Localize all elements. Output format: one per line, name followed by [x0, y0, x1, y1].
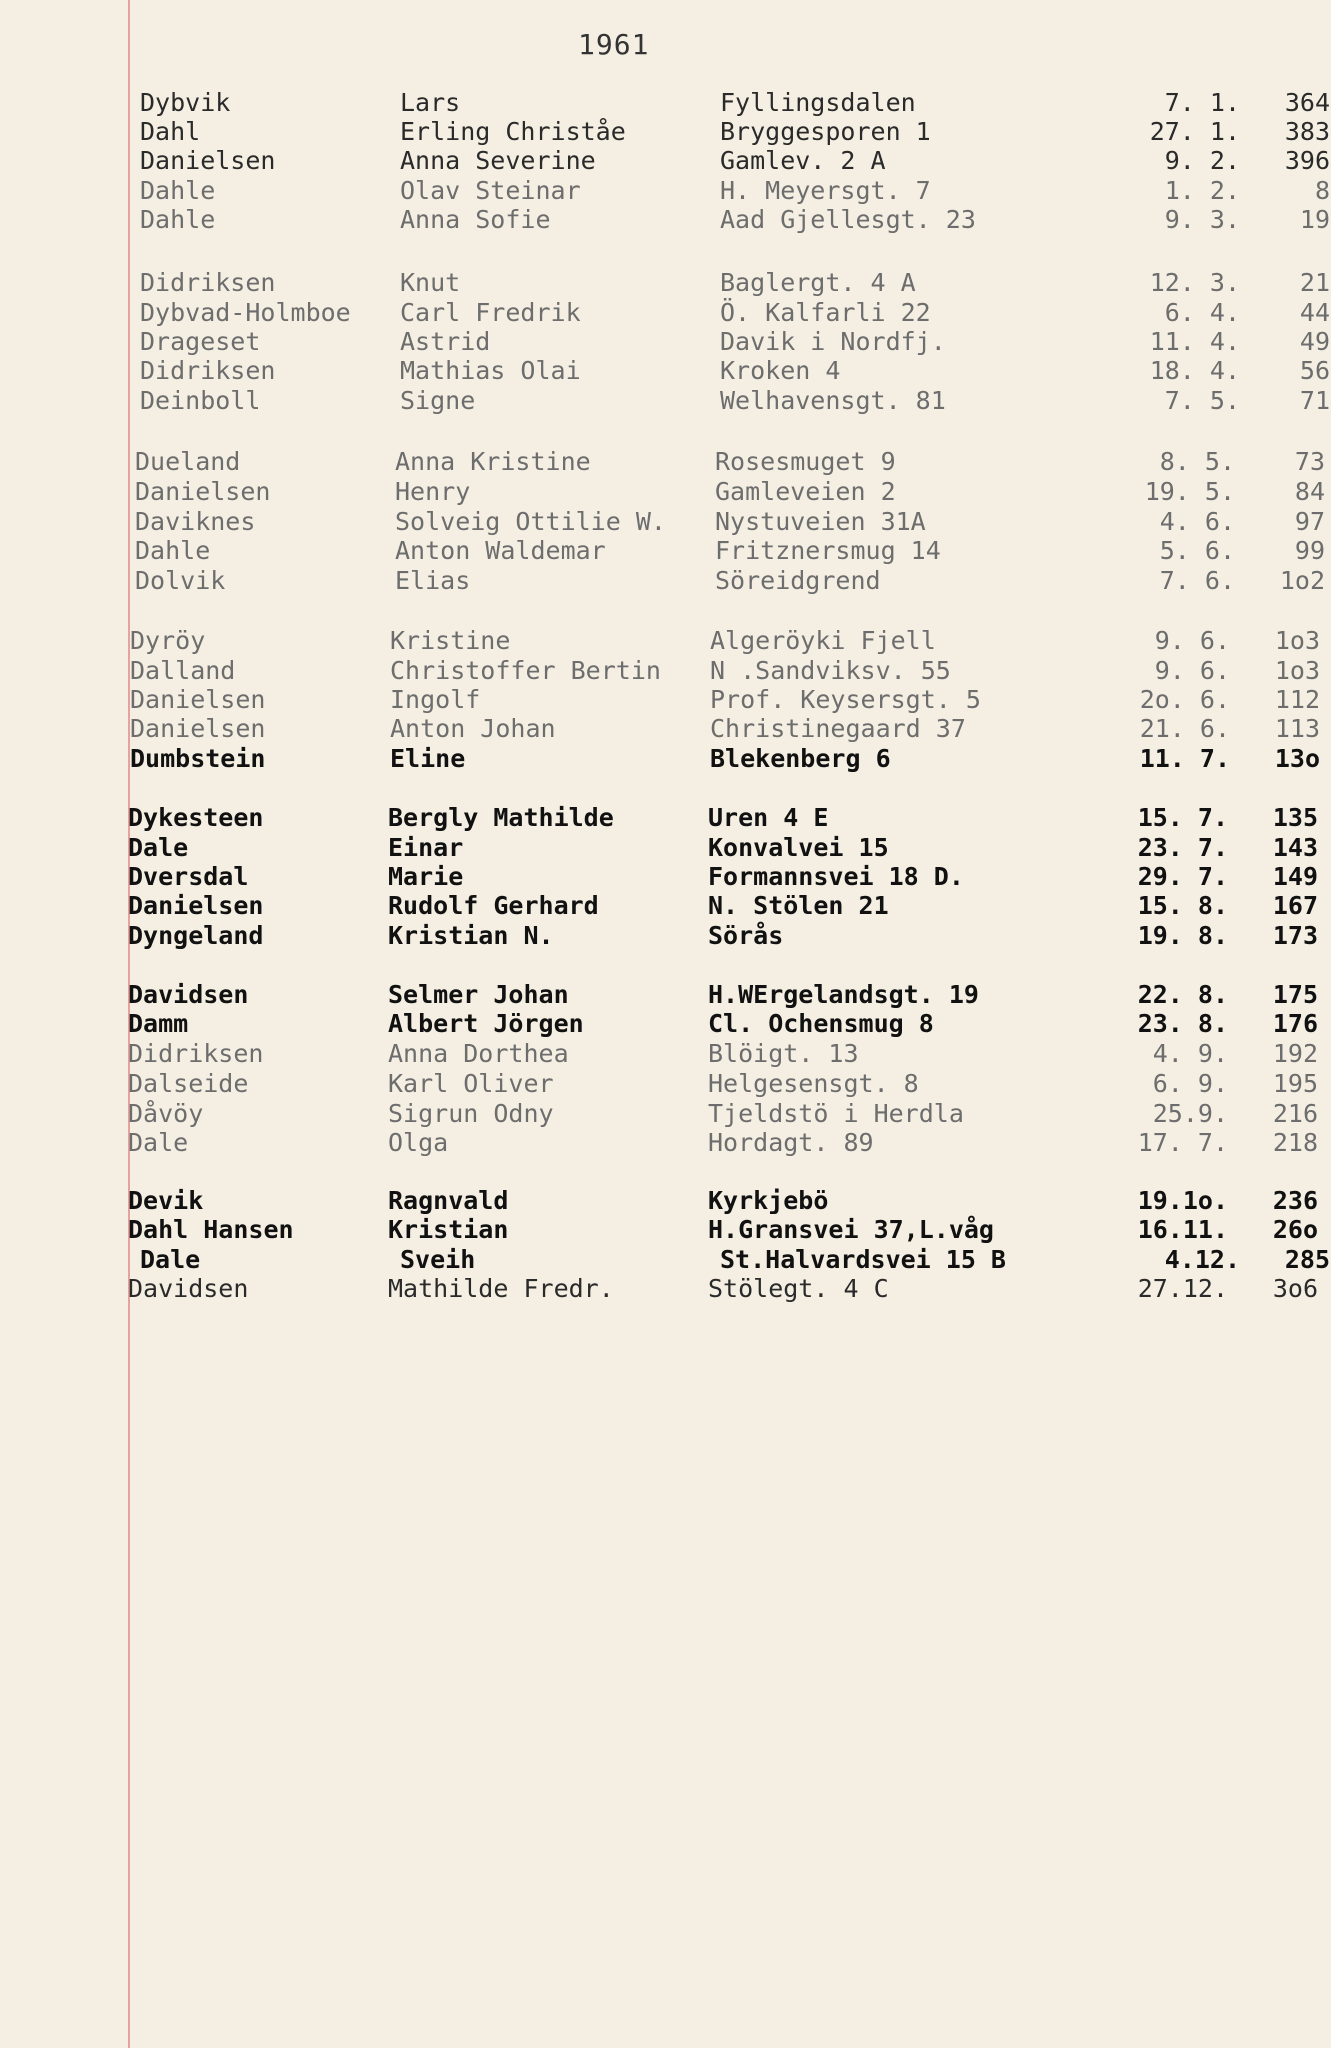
entry-first-name: Lars	[400, 88, 461, 117]
entry-address: Ö. Kalfarli 22	[720, 298, 931, 327]
entry-first-name: Olav Steinar	[400, 176, 581, 205]
entry-date: 23. 7.	[1137, 833, 1228, 862]
entry-address: Hordagt. 89	[708, 1128, 874, 1157]
entry-first-name: Carl Fredrik	[400, 298, 581, 327]
entry-first-name: Eline	[390, 744, 466, 773]
entry-number: 285	[1284, 1245, 1330, 1274]
entry-number: 84	[1294, 477, 1325, 506]
entry-address: Nystuveien 31A	[715, 507, 926, 536]
entry-first-name: Rudolf Gerhard	[388, 891, 599, 920]
entry-date: 25.9.	[1152, 1099, 1228, 1128]
entry-last-name: Dyröy	[130, 626, 206, 655]
entry-date: 19.1o.	[1137, 1186, 1228, 1215]
entry-first-name: Signe	[400, 386, 476, 415]
entry-number: 383	[1284, 117, 1330, 146]
entry-number: 149	[1272, 862, 1318, 891]
entry-address: Kyrkjebö	[708, 1186, 829, 1215]
entry-number: 173	[1272, 921, 1318, 950]
entry-date: 11. 7.	[1139, 744, 1230, 773]
entry-date: 19. 8.	[1137, 921, 1228, 950]
entry-address: Formannsvei 18 D.	[708, 862, 964, 891]
entry-first-name: Anna Severine	[400, 146, 596, 175]
entry-address: Helgesensgt. 8	[708, 1069, 919, 1098]
entry-address: N .Sandviksv. 55	[710, 656, 951, 685]
entry-address: Fyllingsdalen	[720, 88, 916, 117]
entry-number: 192	[1272, 1039, 1318, 1068]
entry-address: Tjeldstö i Herdla	[708, 1099, 964, 1128]
entry-first-name: Ragnvald	[388, 1186, 509, 1215]
entry-first-name: Christoffer Bertin	[390, 656, 661, 685]
entry-address: St.Halvardsvei 15 B	[720, 1245, 1006, 1274]
entry-date: 4. 9.	[1152, 1039, 1228, 1068]
entry-first-name: Kristian	[388, 1215, 509, 1244]
entry-address: Bryggesporen 1	[720, 117, 931, 146]
entry-date: 1. 2.	[1164, 176, 1240, 205]
entry-last-name: Dåvöy	[128, 1099, 204, 1128]
entry-address: Aad Gjellesgt. 23	[720, 205, 976, 234]
entry-address: Gamleveien 2	[715, 477, 896, 506]
entry-address: Stölegt. 4 C	[708, 1274, 889, 1303]
entry-first-name: Olga	[388, 1128, 449, 1157]
entry-number: 195	[1272, 1069, 1318, 1098]
entry-first-name: Selmer Johan	[388, 980, 569, 1009]
entry-first-name: Anna Kristine	[395, 447, 591, 476]
entry-date: 7. 5.	[1164, 386, 1240, 415]
entry-date: 16.11.	[1137, 1215, 1228, 1244]
entry-number: 19	[1299, 205, 1330, 234]
entry-first-name: Marie	[388, 862, 464, 891]
entry-date: 18. 4.	[1149, 356, 1240, 385]
entry-date: 7. 1.	[1164, 88, 1240, 117]
entry-first-name: Karl Oliver	[388, 1069, 554, 1098]
entry-address: Blöigt. 13	[708, 1039, 859, 1068]
entry-number: 364	[1284, 88, 1330, 117]
entry-last-name: Dumbstein	[130, 744, 266, 773]
entry-first-name: Astrid	[400, 327, 491, 356]
entry-last-name: Didriksen	[140, 356, 276, 385]
entry-last-name: Dale	[128, 1128, 189, 1157]
entry-first-name: Anton Johan	[390, 714, 556, 743]
entry-number: 49	[1299, 327, 1330, 356]
entry-address: Uren 4 E	[708, 803, 829, 832]
entry-date: 15. 7.	[1137, 803, 1228, 832]
entry-address: N. Stölen 21	[708, 891, 889, 920]
entry-last-name: Damm	[128, 1009, 189, 1038]
entry-date: 6. 9.	[1152, 1069, 1228, 1098]
entry-number: 13o	[1274, 744, 1320, 773]
entry-date: 2o. 6.	[1139, 685, 1230, 714]
entry-date: 9. 6.	[1154, 656, 1230, 685]
entry-date: 9. 2.	[1164, 146, 1240, 175]
entry-number: 1o2	[1279, 566, 1325, 595]
entry-first-name: Solveig Ottilie W.	[395, 507, 666, 536]
entry-last-name: Dahle	[135, 536, 211, 565]
entry-address: Rosesmuget 9	[715, 447, 896, 476]
entry-last-name: Devik	[128, 1186, 204, 1215]
entry-first-name: Henry	[395, 477, 471, 506]
entry-address: Christinegaard 37	[710, 714, 966, 743]
entry-number: 135	[1272, 803, 1318, 832]
entry-last-name: Dueland	[135, 447, 241, 476]
entry-address: Konvalvei 15	[708, 833, 889, 862]
entry-date: 22. 8.	[1137, 980, 1228, 1009]
entry-last-name: Davidsen	[128, 1274, 249, 1303]
entry-date: 4. 6.	[1159, 507, 1235, 536]
entry-address: Algeröyki Fjell	[710, 626, 936, 655]
entry-last-name: Dalland	[130, 656, 236, 685]
entry-number: 113	[1274, 714, 1320, 743]
entry-first-name: Einar	[388, 833, 464, 862]
entry-address: Gamlev. 2 A	[720, 146, 886, 175]
entry-last-name: Dybvad-Holmboe	[140, 298, 351, 327]
entry-last-name: Danielsen	[140, 146, 276, 175]
entry-last-name: Didriksen	[140, 268, 276, 297]
entry-number: 236	[1272, 1186, 1318, 1215]
entry-last-name: Dahl Hansen	[128, 1215, 294, 1244]
entry-date: 6. 4.	[1164, 298, 1240, 327]
entry-first-name: Knut	[400, 268, 461, 297]
entry-date: 17. 7.	[1137, 1128, 1228, 1157]
entry-address: Davik i Nordfj.	[720, 327, 946, 356]
entry-first-name: Anton Waldemar	[395, 536, 606, 565]
entry-address: Prof. Keysersgt. 5	[710, 685, 981, 714]
entry-first-name: Ingolf	[390, 685, 481, 714]
entry-first-name: Kristine	[390, 626, 511, 655]
entry-number: 99	[1294, 536, 1325, 565]
entry-date: 27.12.	[1137, 1274, 1228, 1303]
entry-date: 23. 8.	[1137, 1009, 1228, 1038]
entry-last-name: Danielsen	[130, 714, 266, 743]
entry-first-name: Sigrun Odny	[388, 1099, 554, 1128]
entry-number: 167	[1272, 891, 1318, 920]
entry-date: 8. 5.	[1159, 447, 1235, 476]
entry-last-name: Davidsen	[128, 980, 249, 1009]
entry-date: 7. 6.	[1159, 566, 1235, 595]
entry-last-name: Danielsen	[130, 685, 266, 714]
entry-last-name: Dahle	[140, 176, 216, 205]
entry-date: 29. 7.	[1137, 862, 1228, 891]
entry-last-name: Danielsen	[135, 477, 271, 506]
entry-address: Sörås	[708, 921, 784, 950]
entry-last-name: Dykesteen	[128, 803, 264, 832]
entry-last-name: Dolvik	[135, 566, 226, 595]
entry-first-name: Albert Jörgen	[388, 1009, 584, 1038]
entry-last-name: Dahl	[140, 117, 201, 146]
entry-number: 21	[1299, 268, 1330, 297]
entry-date: 27. 1.	[1149, 117, 1240, 146]
entry-last-name: Dybvik	[140, 88, 231, 117]
entry-address: Baglergt. 4 A	[720, 268, 916, 297]
entry-first-name: Kristian N.	[388, 921, 554, 950]
entry-date: 21. 6.	[1139, 714, 1230, 743]
entry-last-name: Dahle	[140, 205, 216, 234]
entry-number: 3o6	[1272, 1274, 1318, 1303]
entry-number: 1o3	[1274, 626, 1320, 655]
entry-number: 26o	[1272, 1215, 1318, 1244]
entry-number: 143	[1272, 833, 1318, 862]
entry-address: Söreidgrend	[715, 566, 881, 595]
entry-address: H.WErgelandsgt. 19	[708, 980, 979, 1009]
entry-first-name: Erling Christåe	[400, 117, 626, 146]
entry-first-name: Anna Sofie	[400, 205, 551, 234]
entry-number: 56	[1299, 356, 1330, 385]
entry-number: 73	[1294, 447, 1325, 476]
entry-last-name: Dversdal	[128, 862, 249, 891]
entry-first-name: Sveih	[400, 1245, 476, 1274]
entry-address: Blekenberg 6	[710, 744, 891, 773]
entry-date: 9. 6.	[1154, 626, 1230, 655]
entry-address: H. Meyersgt. 7	[720, 176, 931, 205]
entry-last-name: Deinboll	[140, 386, 261, 415]
entry-date: 4.12.	[1164, 1245, 1240, 1274]
entry-number: 71	[1299, 386, 1330, 415]
entry-date: 9. 3.	[1164, 205, 1240, 234]
entry-last-name: Dalseide	[128, 1069, 249, 1098]
entry-date: 15. 8.	[1137, 891, 1228, 920]
page-year: 1961	[578, 28, 650, 61]
entry-last-name: Dale	[140, 1245, 201, 1274]
entry-address: Fritznersmug 14	[715, 536, 941, 565]
entry-last-name: Dyngeland	[128, 921, 264, 950]
entry-last-name: Daviknes	[135, 507, 256, 536]
entry-last-name: Drageset	[140, 327, 261, 356]
entry-first-name: Mathias Olai	[400, 356, 581, 385]
entry-last-name: Dale	[128, 833, 189, 862]
entry-date: 5. 6.	[1159, 536, 1235, 565]
entry-address: Cl. Ochensmug 8	[708, 1009, 934, 1038]
entry-number: 218	[1272, 1128, 1318, 1157]
entry-address: Welhavensgt. 81	[720, 386, 946, 415]
entry-number: 216	[1272, 1099, 1318, 1128]
entry-number: 176	[1272, 1009, 1318, 1038]
entry-number: 44	[1299, 298, 1330, 327]
entry-number: 1o3	[1274, 656, 1320, 685]
entry-last-name: Danielsen	[128, 891, 264, 920]
entry-date: 11. 4.	[1149, 327, 1240, 356]
entry-number: 112	[1274, 685, 1320, 714]
entry-date: 12. 3.	[1149, 268, 1240, 297]
entry-address: H.Gransvei 37,L.våg	[708, 1215, 994, 1244]
entry-first-name: Elias	[395, 566, 471, 595]
entry-first-name: Mathilde Fredr.	[388, 1274, 614, 1303]
entry-number: 175	[1272, 980, 1318, 1009]
entry-first-name: Bergly Mathilde	[388, 803, 614, 832]
entry-number: 8	[1314, 176, 1330, 205]
entry-date: 19. 5.	[1144, 477, 1235, 506]
entry-number: 396	[1284, 146, 1330, 175]
entry-address: Kroken 4	[720, 356, 841, 385]
entry-last-name: Didriksen	[128, 1039, 264, 1068]
entry-number: 97	[1294, 507, 1325, 536]
entry-first-name: Anna Dorthea	[388, 1039, 569, 1068]
